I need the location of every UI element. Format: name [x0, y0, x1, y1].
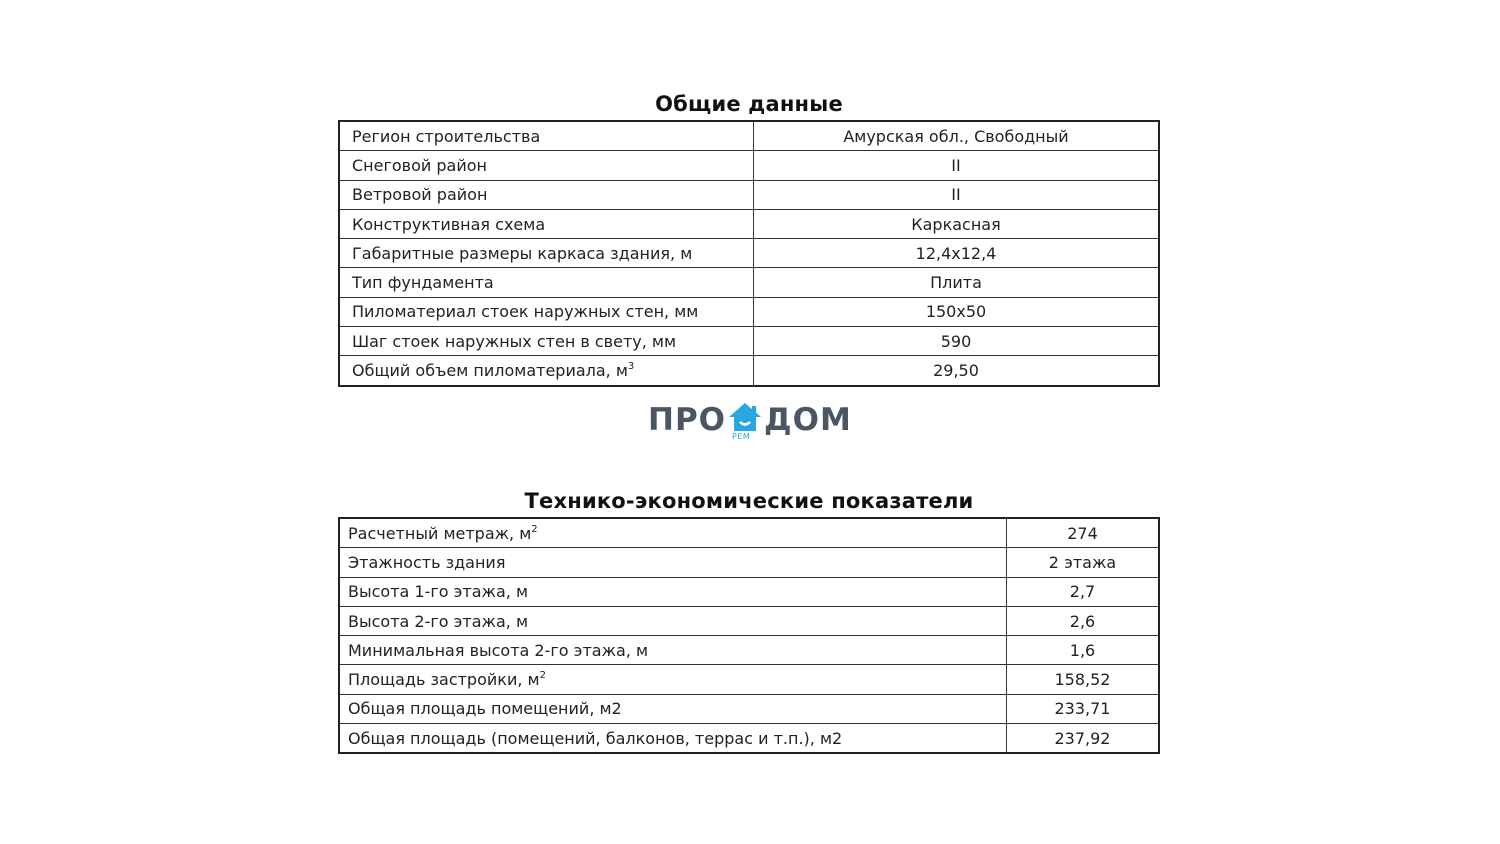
logo-word-left: ПРО	[648, 402, 727, 438]
table-row	[339, 121, 1159, 151]
table-row	[339, 606, 1159, 635]
prodom-logo	[648, 400, 853, 446]
table-row	[339, 724, 1159, 754]
row-value: 590	[754, 327, 1160, 356]
row-value: 274	[1007, 518, 1160, 548]
row-value: 29,50	[754, 356, 1160, 386]
table-row	[339, 239, 1159, 268]
row-value: II	[754, 151, 1160, 180]
row-value: 2 этажа	[1007, 548, 1160, 577]
row-value: Амурская обл., Свободный	[754, 121, 1160, 151]
row-label: Пиломатериал стоек наружных стен, мм	[339, 297, 754, 326]
row-value: 233,71	[1007, 694, 1160, 723]
table-row	[339, 518, 1159, 548]
row-value: 237,92	[1007, 724, 1160, 754]
row-label: Общая площадь помещений, м2	[339, 694, 1007, 723]
table-row	[339, 356, 1159, 386]
row-label: Тип фундамента	[339, 268, 754, 297]
row-label: Ветровой район	[339, 180, 754, 209]
table-row	[339, 180, 1159, 209]
row-label: Шаг стоек наружных стен в свету, мм	[339, 327, 754, 356]
logo-word-right: ДОМ	[764, 402, 852, 438]
row-value: 150х50	[754, 297, 1160, 326]
tech-indicators-title: Технико-экономические показатели	[524, 489, 974, 513]
row-label: Этажность здания	[339, 548, 1007, 577]
row-label: Минимальная высота 2-го этажа, м	[339, 636, 1007, 665]
row-label: Снеговой район	[339, 151, 754, 180]
row-value: 158,52	[1007, 665, 1160, 694]
row-value: 2,7	[1007, 577, 1160, 606]
table-row	[339, 297, 1159, 326]
general-data-title: Общие данные	[655, 92, 843, 116]
superscript: 3	[627, 361, 635, 373]
row-label: Расчетный метраж, $м^2$	[339, 518, 1007, 548]
row-value: II	[754, 180, 1160, 209]
superscript: 2	[531, 523, 538, 535]
row-label: Площадь застройки, $м^2$	[339, 665, 1007, 694]
table-row	[339, 209, 1159, 238]
row-value: Плита	[754, 268, 1160, 297]
logo-subtext: РЕМ	[732, 432, 751, 441]
table-row	[339, 548, 1159, 577]
table-row	[339, 327, 1159, 356]
table-row	[339, 577, 1159, 606]
row-value: 2,6	[1007, 606, 1160, 635]
tech-indicators-table	[338, 517, 1160, 754]
row-label: Высота 2-го этажа, м	[339, 606, 1007, 635]
row-label: Высота 1-го этажа, м	[339, 577, 1007, 606]
general-data-table	[338, 120, 1160, 387]
row-label: Регион строительства	[339, 121, 754, 151]
table-row	[339, 151, 1159, 180]
row-label: Общий объем пиломатериала, $м^3$	[339, 356, 754, 386]
row-value: Каркасная	[754, 209, 1160, 238]
table-row	[339, 268, 1159, 297]
row-label: Конструктивная схема	[339, 209, 754, 238]
superscript: 2	[539, 670, 546, 682]
row-label: Общая площадь (помещений, балконов, террас и т.п.), м2	[339, 724, 1007, 754]
row-value: 12,4х12,4	[754, 239, 1160, 268]
house-icon	[728, 402, 762, 432]
row-label: Габаритные размеры каркаса здания, м	[339, 239, 754, 268]
row-value: 1,6	[1007, 636, 1160, 665]
table-row	[339, 694, 1159, 723]
table-row	[339, 636, 1159, 665]
table-row	[339, 665, 1159, 694]
